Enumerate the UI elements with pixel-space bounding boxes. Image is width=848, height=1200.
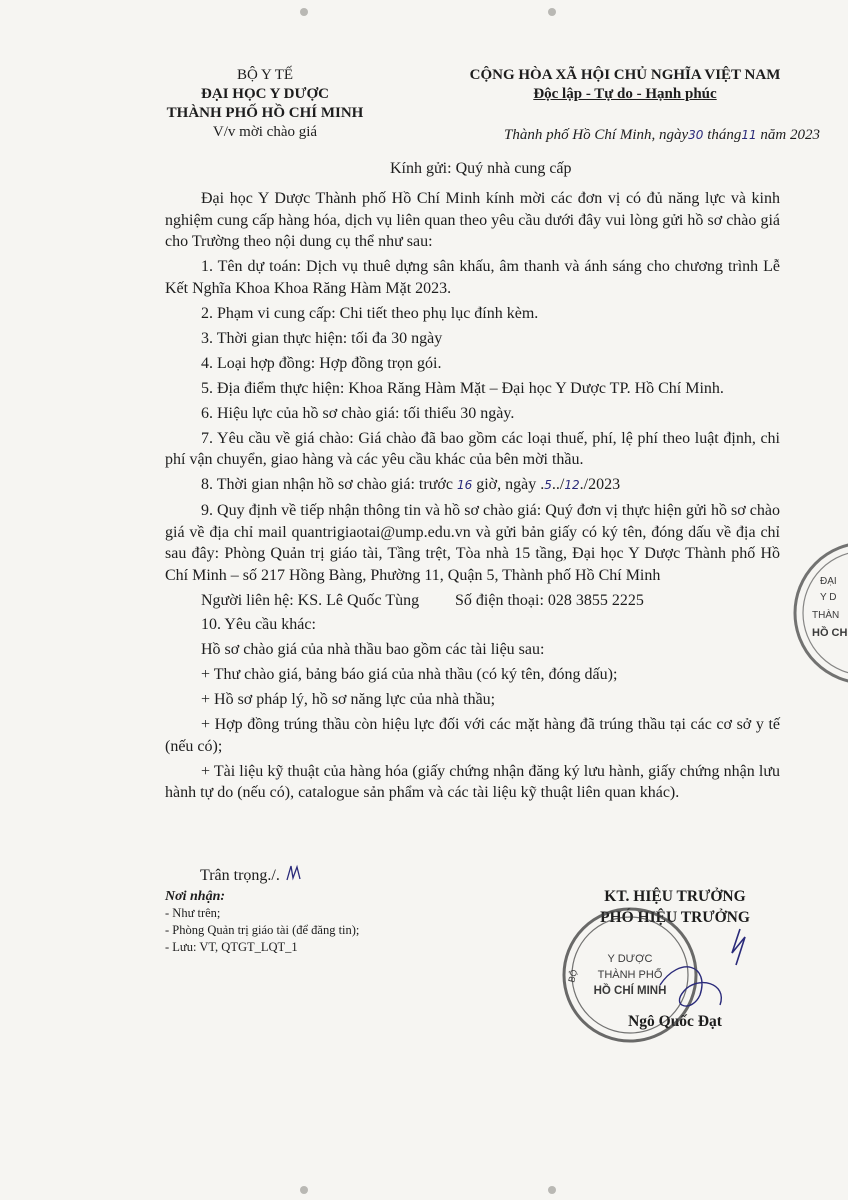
signer-title-line1: KT. HIỆU TRƯỞNG [604, 888, 746, 905]
svg-text:THÀNH PHỐ: THÀNH PHỐ [597, 969, 663, 981]
handwritten-hour: 16 [456, 478, 473, 492]
other-requirements-title: 10. Yêu cầu khác: [201, 616, 316, 633]
recipient-item: - Phòng Quản trị giáo tài (để đăng tin); [165, 923, 360, 937]
university-name-line2: THÀNH PHỐ HỒ CHÍ MINH [166, 105, 364, 121]
letter-body [165, 188, 780, 807]
punch-hole [548, 8, 556, 16]
document-item: + Tài liệu kỹ thuật của hàng hóa (giấy chứng nhận đăng ký lưu hành, giấy chứng nhận lưu hành tự do (nếu có), catalogue sản phẩm và các tài liệu kỹ thuật liên quan khác). [165, 762, 780, 801]
punch-hole [548, 1186, 556, 1194]
svg-text:HỒ CH: HỒ CH [812, 627, 848, 639]
punch-hole [300, 1186, 308, 1194]
contact-row [165, 590, 780, 612]
svg-text:ĐẠI: ĐẠI [820, 576, 837, 587]
list-item: 5. Địa điểm thực hiện: Khoa Răng Hàm Mặt – Đại học Y Dược TP. Hồ Chí Minh. [201, 379, 724, 397]
national-motto: Độc lập - Tự do - Hạnh phúc [533, 86, 717, 102]
signer-name: Ngô Quốc Đạt [628, 1013, 722, 1030]
recipient-item: - Lưu: VT, QTGT_LQT_1 [165, 940, 298, 954]
svg-text:Y DƯỢC: Y DƯỢC [607, 953, 653, 965]
university-name-line1: ĐẠI HỌC Y DƯỢC [201, 86, 329, 102]
list-item: 3. Thời gian thực hiện: tối đa 30 ngày [201, 329, 443, 347]
svg-text:BỘ: BỘ [566, 968, 580, 984]
handwritten-month: 12 [564, 478, 580, 492]
contact-phone: Số điện thoại: 028 3855 2225 [455, 591, 644, 609]
punch-hole [300, 8, 308, 16]
country-name: CỘNG HÒA XÃ HỘI CHỦ NGHĨA VIỆT NAM [469, 67, 781, 83]
closing-phrase: Trân trọng./. [200, 864, 304, 885]
recipients-title: Nơi nhận: [165, 889, 226, 904]
document-item: + Thư chào giá, bảng báo giá của nhà thầu (có ký tên, đóng dấu); [201, 666, 618, 683]
svg-text:THÀN: THÀN [812, 610, 840, 621]
svg-text:Y D: Y D [820, 592, 837, 603]
letter-subject: V/v mời chào giá [212, 124, 318, 140]
signer-title-line2: PHÓ HIỆU TRƯỞNG [600, 909, 750, 926]
intro-paragraph: Đại học Y Dược Thành phố Hồ Chí Minh kính mời các đơn vị có đủ năng lực và kinh nghiệm cung cấp hàng hóa, dịch vụ liên quan theo yêu cầu dưới đây vui lòng gửi hồ sơ chào giá cho Trường theo nội dung cụ thể như sau: [165, 190, 780, 250]
recipients-block [165, 888, 359, 956]
partial-stamp [790, 538, 848, 688]
list-item: 1. Tên dự toán: Dịch vụ thuê dựng sân khấu, âm thanh và ánh sáng cho chương trình Lễ Kết Nghĩa Khoa Khoa Răng Hàm Mặt 2023. [165, 258, 780, 297]
handwritten-day: 5 [544, 478, 552, 492]
initial-mark [284, 864, 304, 882]
list-item: 2. Phạm vi cung cấp: Chi tiết theo phụ lục đính kèm. [201, 304, 539, 322]
handwritten-day: 30 [688, 128, 704, 142]
list-item: 4. Loại hợp đồng: Hợp đồng trọn gói. [201, 354, 442, 372]
ministry-name: BỘ Y TẾ [236, 67, 294, 83]
list-item: 6. Hiệu lực của hồ sơ chào giá: tối thiểu 30 ngày. [201, 404, 515, 422]
deadline-item: 8. Thời gian nhận hồ sơ chào giá: trước 16 giờ, ngày .5../12./2023 [201, 476, 621, 493]
handwritten-month: 11 [741, 128, 757, 142]
document-item: + Hồ sơ pháp lý, hồ sơ năng lực của nhà thầu; [201, 691, 496, 708]
document-item: + Hợp đồng trúng thầu còn hiệu lực đối với các mặt hàng đã trúng thầu tại các cơ sở y tế (nếu có); [165, 716, 780, 755]
recipient-item: - Như trên; [165, 906, 221, 920]
handwritten-signature [640, 925, 760, 1025]
submission-item: 9. Quy định về tiếp nhận thông tin và hồ sơ chào giá: Quý đơn vị thực hiện gửi hồ sơ chào giá về địa chỉ mail quantrigiaotai@ump.edu.vn và gửi bản giấy có ký tên, đóng dấu về địa chỉ sau đây: Phòng Quản trị giáo tài, Tầng trệt, Tòa nhà 15 tầng, Đại học Y Dược Thành phố Hồ Chí Minh – số 217 Hồng Bàng, Phường 11, Quận 5, Thành phố Hồ Chí Minh [165, 502, 780, 584]
list-item: 7. Yêu cầu về giá chào: Giá chào đã bao gồm các loại thuế, phí, lệ phí theo luật định, chi phí vận chuyển, giao hàng và các yêu cầu khác của bên mời thầu. [165, 429, 780, 468]
contact-person: Người liên hệ: KS. Lê Quốc Tùng [201, 591, 420, 609]
national-header [440, 66, 810, 104]
other-requirements-lead: Hồ sơ chào giá của nhà thầu bao gồm các tài liệu sau: [201, 641, 545, 658]
salutation: Kính gửi: Quý nhà cung cấp [390, 160, 572, 177]
svg-text:HỒ CHÍ MINH: HỒ CHÍ MINH [593, 985, 667, 997]
issuer-header [150, 66, 380, 142]
issue-date: Thành phố Hồ Chí Minh, ngày30 tháng11 năm 2023 [504, 127, 820, 143]
